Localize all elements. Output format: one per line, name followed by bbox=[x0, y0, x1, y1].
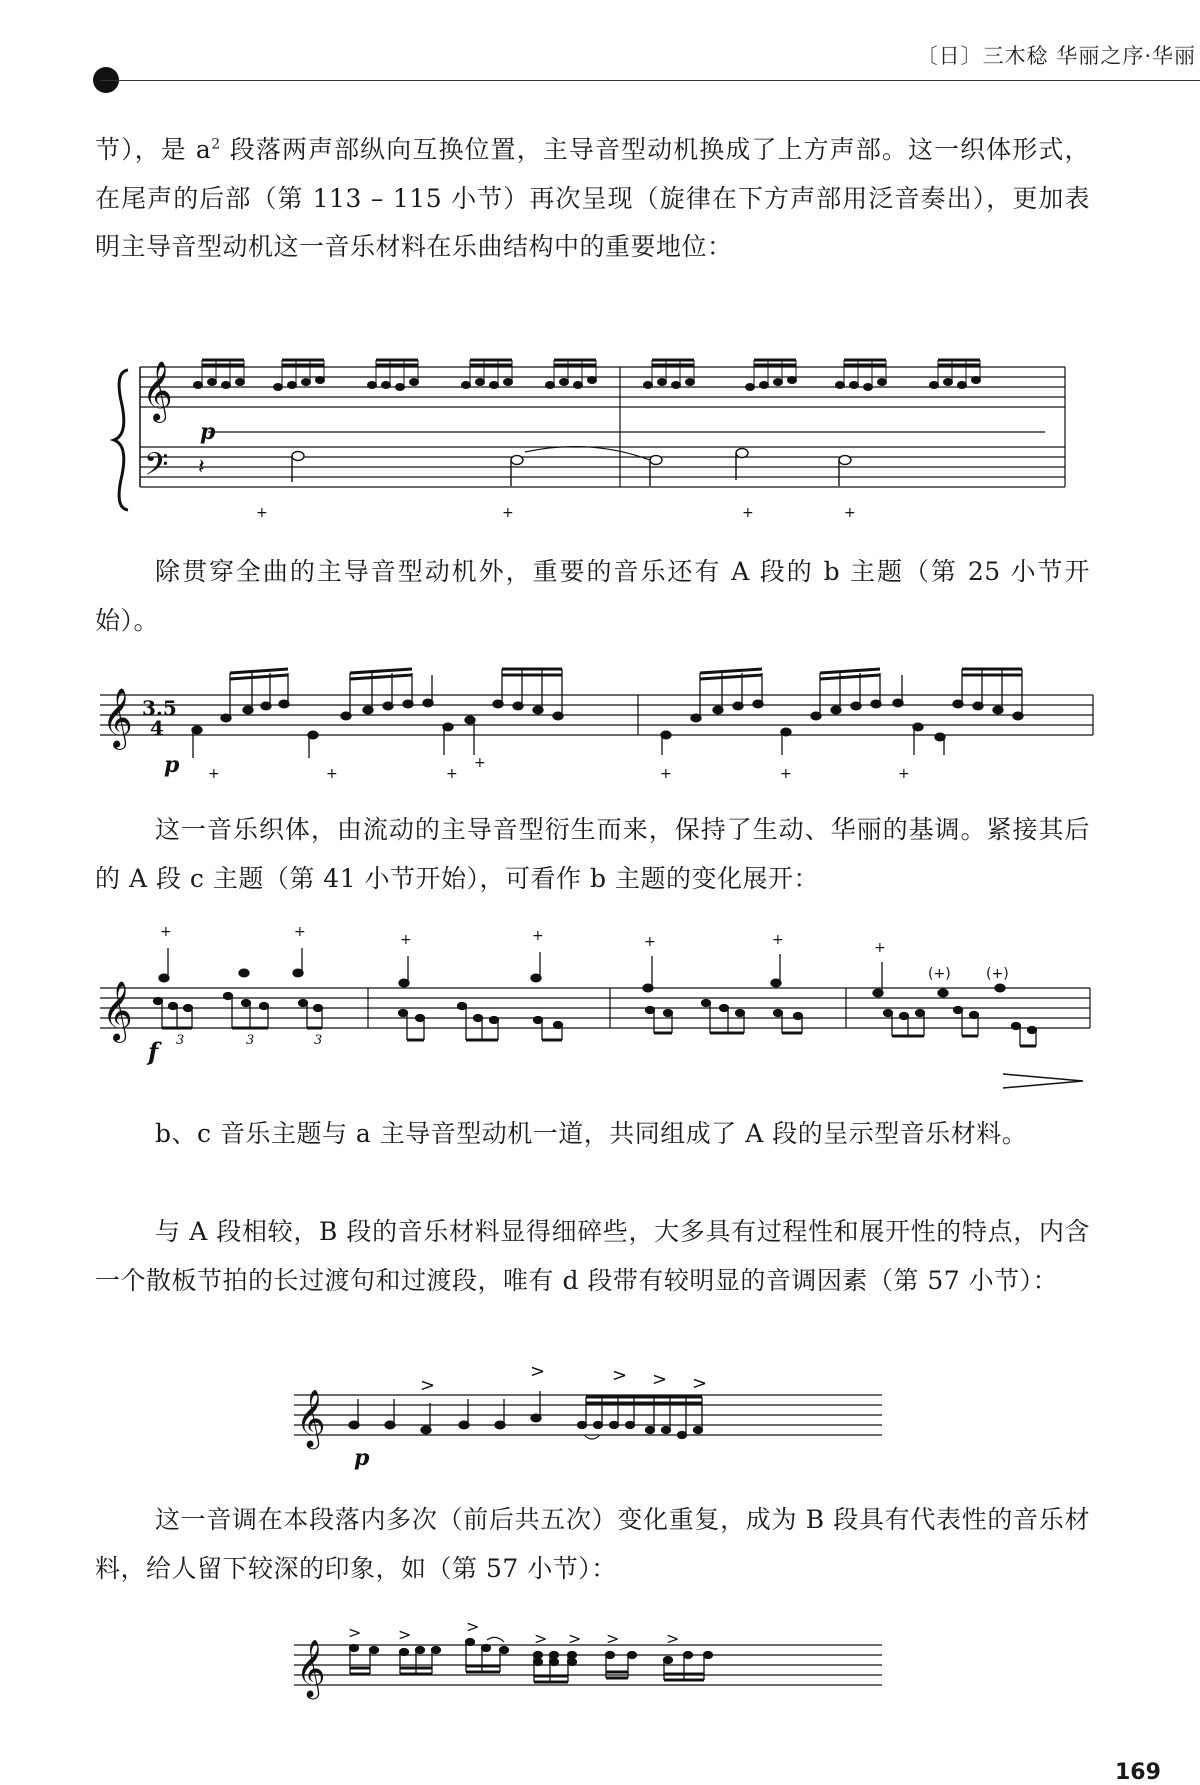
decrescendo-hairpin bbox=[1003, 1074, 1083, 1088]
dynamic-mark: p bbox=[164, 752, 180, 778]
svg-text:+: + bbox=[474, 755, 486, 771]
sixteenth-groups-m2 bbox=[644, 360, 981, 391]
svg-text:+: + bbox=[208, 766, 220, 782]
paragraph-3: 这一音乐织体，由流动的主导音型衍生而来，保持了生动、华丽的基调。紧接其后的 A 段 c 主题（第 41 小节开始），可看作 b 主题的变化展开： bbox=[95, 815, 1090, 893]
svg-text:+: + bbox=[660, 766, 672, 782]
accent-marks bbox=[420, 1361, 707, 1396]
svg-text:+: + bbox=[532, 928, 544, 944]
svg-text:>: > bbox=[466, 1617, 480, 1636]
svg-text:3: 3 bbox=[176, 1033, 185, 1048]
svg-text:>: > bbox=[568, 1629, 582, 1648]
time-signature-top: 3.5 bbox=[142, 696, 177, 720]
svg-text:>: > bbox=[666, 1629, 680, 1648]
dynamic-mark: p bbox=[354, 1445, 370, 1471]
staff bbox=[294, 1395, 882, 1435]
music-example-4 bbox=[292, 1355, 892, 1475]
superscript-2: 2 bbox=[211, 136, 221, 153]
svg-text:+: + bbox=[256, 505, 268, 521]
paragraph-4: b、c 音乐主题与 a 主导音型动机一道，共同组成了 A 段的呈示型音乐材料。 bbox=[155, 1119, 1028, 1148]
svg-text:+: + bbox=[844, 505, 856, 521]
running-header bbox=[0, 0, 1200, 90]
svg-text:>: > bbox=[652, 1369, 668, 1390]
svg-text:>: > bbox=[420, 1375, 436, 1396]
music-example-1 bbox=[110, 350, 1080, 530]
treble-clef-icon: 𝄞 bbox=[142, 361, 173, 421]
bass-clef-icon: 𝄢 bbox=[144, 446, 169, 490]
svg-text:>: > bbox=[692, 1373, 708, 1394]
svg-text:+: + bbox=[898, 766, 910, 782]
paragraph-1-start: 节），是 a bbox=[95, 135, 212, 164]
page-number: 169 bbox=[1115, 1760, 1161, 1785]
quarter-rest-icon: 𝄽 bbox=[198, 455, 205, 480]
paragraph-6: 这一音调在本段落内多次（前后共五次）变化重复，成为 B 段具有代表性的音乐材料，给人留下较深的印象，如（第 57 小节）： bbox=[95, 1505, 1090, 1583]
music-example-5 bbox=[292, 1610, 892, 1710]
svg-text:+: + bbox=[326, 766, 338, 782]
time-signature-bottom: 4 bbox=[150, 716, 164, 740]
svg-text:+: + bbox=[446, 766, 458, 782]
staff bbox=[294, 1645, 882, 1685]
sixteenth-groups-m1 bbox=[194, 360, 597, 391]
harmonic-marks bbox=[256, 505, 856, 521]
svg-text:3: 3 bbox=[246, 1033, 255, 1048]
svg-text:+: + bbox=[160, 924, 172, 940]
dynamic-mark: p bbox=[200, 419, 216, 445]
svg-text:(+): (+) bbox=[986, 966, 1009, 982]
running-title: 〔日〕三木稔 华丽之序·华丽 bbox=[916, 44, 1196, 68]
svg-text:(+): (+) bbox=[928, 966, 951, 982]
bass-half-notes bbox=[198, 447, 851, 486]
bass-staff bbox=[140, 447, 1065, 487]
slur bbox=[487, 1637, 504, 1642]
svg-text:+: + bbox=[644, 934, 656, 950]
music-example-2 bbox=[98, 655, 1098, 790]
svg-text:+: + bbox=[400, 932, 412, 948]
treble-clef-icon: 𝄞 bbox=[296, 1639, 326, 1697]
melody-notes bbox=[154, 948, 1037, 1046]
paragraph-1 bbox=[95, 126, 1090, 272]
svg-text:3: 3 bbox=[314, 1033, 323, 1048]
paragraph-5: 与 A 段相较，B 段的音乐材料显得细碎些，大多具有过程性和展开性的特点，内含一个散板节拍的长过渡句和过渡段，唯有 d 段带有较明显的音调因素（第 57 小节）： bbox=[95, 1217, 1090, 1295]
svg-text:>: > bbox=[606, 1629, 620, 1648]
treble-clef-icon: 𝄞 bbox=[102, 981, 133, 1041]
header-rule bbox=[100, 80, 1200, 81]
notes-m1 bbox=[192, 669, 563, 758]
svg-text:>: > bbox=[534, 1629, 548, 1648]
svg-text:+: + bbox=[772, 932, 784, 948]
triplet-marks bbox=[176, 1033, 322, 1048]
svg-text:>: > bbox=[348, 1623, 362, 1642]
treble-clef-icon: 𝄞 bbox=[102, 688, 133, 748]
svg-text:+: + bbox=[502, 505, 514, 521]
svg-text:>: > bbox=[612, 1365, 628, 1386]
dynamic-mark: f bbox=[148, 1037, 159, 1066]
music-example-3 bbox=[98, 918, 1098, 1098]
svg-text:+: + bbox=[780, 766, 792, 782]
staff bbox=[100, 695, 1093, 735]
svg-text:>: > bbox=[398, 1625, 412, 1644]
grand-staff-brace bbox=[114, 370, 128, 510]
accent-marks bbox=[348, 1617, 679, 1648]
notes-m2 bbox=[661, 669, 1023, 755]
svg-text:+: + bbox=[294, 924, 306, 940]
harmonic-marks bbox=[208, 755, 910, 782]
svg-text:>: > bbox=[530, 1361, 546, 1382]
paragraph-1-rest: 段落两声部纵向互换位置，主导音型动机换成了上方声部。这一织体形式，在尾声的后部（第 113 – 115 小节）再次呈现（旋律在下方声部用泛音奏出），更加表明主导音型动机这一音乐材料在乐曲结构中的重要地位： bbox=[95, 135, 1091, 261]
paragraph-2: 除贯穿全曲的主导音型动机外，重要的音乐还有 A 段的 b 主题（第 25 小节开始）。 bbox=[95, 557, 1090, 635]
svg-text:+: + bbox=[874, 940, 886, 956]
treble-clef-icon: 𝄞 bbox=[296, 1389, 326, 1447]
svg-text:+: + bbox=[742, 505, 754, 521]
